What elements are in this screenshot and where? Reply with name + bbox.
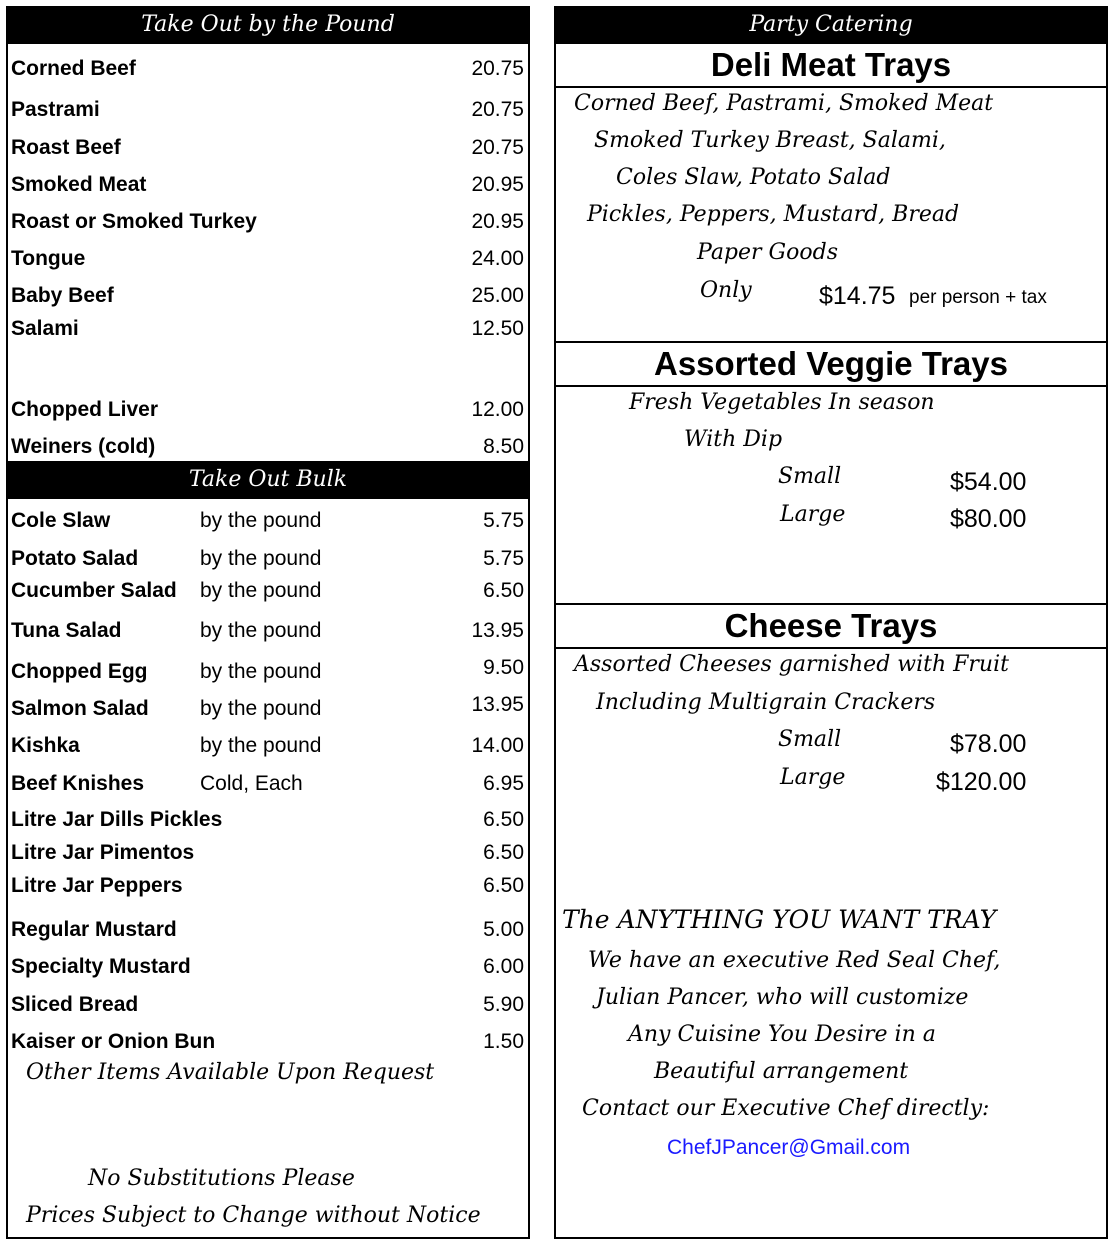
pound-section-header: Take Out by the Pound [6,6,530,44]
menu-item-name: Tongue [11,247,86,270]
anything-tray-line: Any Cuisine You Desire in a [628,1022,936,1047]
bulk-item-price: 5.00 [483,918,524,941]
bulk-item-name: Cucumber Salad [11,579,177,602]
veggie-tray-line: Fresh Vegetables In season [629,390,935,415]
menu-item-name: Roast or Smoked Turkey [11,210,257,233]
menu-item-price: 20.95 [471,210,524,233]
bulk-item-price: 6.50 [483,874,524,897]
menu-item-name: Smoked Meat [11,173,147,196]
bulk-item-name: Beef Knishes [11,772,145,795]
deli-tray-line: Smoked Turkey Breast, Salami, [594,128,946,153]
bulk-item-unit: by the pound [200,509,322,532]
divider [556,603,1108,605]
veggie-tray-line: With Dip [684,427,783,452]
bulk-item-unit: by the pound [200,547,322,570]
bulk-item-name: Tuna Salad [11,619,122,642]
cheese-tray-line: Including Multigrain Crackers [596,690,936,715]
veggie-small-price: $54.00 [950,468,1027,496]
bulk-item-price: 5.75 [483,509,524,532]
bulk-item-name: Sliced Bread [11,993,139,1016]
divider [556,647,1108,649]
cheese-large-price: $120.00 [936,768,1027,796]
cheese-tray-line: Assorted Cheeses garnished with Fruit [574,652,1009,677]
bulk-item-name: Litre Jar Dills Pickles [11,808,223,831]
deli-tray-line: Pickles, Peppers, Mustard, Bread [587,202,960,227]
bulk-item-price: 6.50 [483,579,524,602]
menu-item-name: Corned Beef [11,57,136,80]
menu-item-price: 20.75 [471,57,524,80]
bulk-item-name: Specialty Mustard [11,955,191,978]
anything-tray-line: Julian Pancer, who will customize [596,985,969,1010]
cheese-large-label: Large [780,765,846,790]
menu-item-name: Pastrami [11,98,100,121]
deli-trays-title: Deli Meat Trays [710,46,952,83]
menu-item-name: Salami [11,317,79,340]
bulk-item-unit: by the pound [200,734,322,757]
no-substitutions-note: No Substitutions Please [88,1166,355,1191]
divider [556,341,1108,343]
menu-item-price: 20.75 [471,136,524,159]
bulk-item-price: 1.50 [483,1030,524,1053]
deli-tray-line: Corned Beef, Pastrami, Smoked Meat [574,91,994,116]
bulk-item-name: Kishka [11,734,80,757]
anything-tray-line: Contact our Executive Chef directly: [582,1096,990,1121]
bulk-item-name: Litre Jar Peppers [11,874,183,897]
bulk-item-unit: Cold, Each [200,772,303,795]
bulk-item-unit: by the pound [200,579,322,602]
veggie-trays-title: Assorted Veggie Trays [654,345,1008,382]
veggie-large-price: $80.00 [950,505,1027,533]
deli-tray-line: Paper Goods [697,240,838,265]
bulk-item-price: 6.50 [483,841,524,864]
divider [556,86,1108,88]
veggie-small-label: Small [778,464,842,489]
bulk-item-price: 5.75 [483,547,524,570]
deli-price-note: per person + tax [909,287,1047,308]
veggie-large-label: Large [780,502,846,527]
divider [556,385,1108,387]
anything-tray-line: Beautiful arrangement [654,1059,909,1084]
bulk-item-name: Cole Slaw [11,509,111,532]
bulk-item-price: 13.95 [471,693,524,716]
menu-item-name: Baby Beef [11,284,114,307]
cheese-small-price: $78.00 [950,730,1027,758]
bulk-item-name: Kaiser or Onion Bun [11,1030,216,1053]
cheese-trays-title: Cheese Trays [724,607,938,644]
bulk-item-unit: by the pound [200,660,322,683]
menu-item-price: 20.95 [471,173,524,196]
menu-item-name: Chopped Liver [11,398,159,421]
deli-tray-price: $14.75 [819,282,896,310]
menu-item-price: 12.00 [471,398,524,421]
menu-item-price: 12.50 [471,317,524,340]
bulk-item-price: 6.50 [483,808,524,831]
price-change-note: Prices Subject to Change without Notice [26,1203,481,1228]
menu-item-name: Roast Beef [11,136,121,159]
chef-email-link[interactable]: ChefJPancer@Gmail.com [667,1136,911,1159]
anything-tray-line: We have an executive Red Seal Chef, [588,948,1001,973]
bulk-section-header: Take Out Bulk [6,461,530,499]
bulk-item-price: 14.00 [471,734,524,757]
bulk-item-name: Litre Jar Pimentos [11,841,195,864]
catering-section-header: Party Catering [554,6,1108,44]
menu-item-price: 20.75 [471,98,524,121]
bulk-item-unit: by the pound [200,697,322,720]
menu-item-name: Weiners (cold) [11,435,156,458]
bulk-item-price: 9.50 [483,656,524,679]
menu-item-price: 25.00 [471,284,524,307]
anything-tray-title: The ANYTHING YOU WANT TRAY [562,905,997,934]
bulk-item-price: 6.95 [483,772,524,795]
other-items-note: Other Items Available Upon Request [26,1060,435,1085]
bulk-item-name: Salmon Salad [11,697,149,720]
menu-item-price: 8.50 [483,435,524,458]
menu-item-price: 24.00 [471,247,524,270]
bulk-item-name: Regular Mustard [11,918,177,941]
deli-only-label: Only [700,278,752,303]
deli-tray-line: Coles Slaw, Potato Salad [616,165,891,190]
cheese-small-label: Small [778,727,842,752]
bulk-item-price: 13.95 [471,619,524,642]
bulk-item-unit: by the pound [200,619,322,642]
bulk-item-name: Potato Salad [11,547,139,570]
bulk-item-price: 5.90 [483,993,524,1016]
bulk-item-price: 6.00 [483,955,524,978]
bulk-item-name: Chopped Egg [11,660,148,683]
